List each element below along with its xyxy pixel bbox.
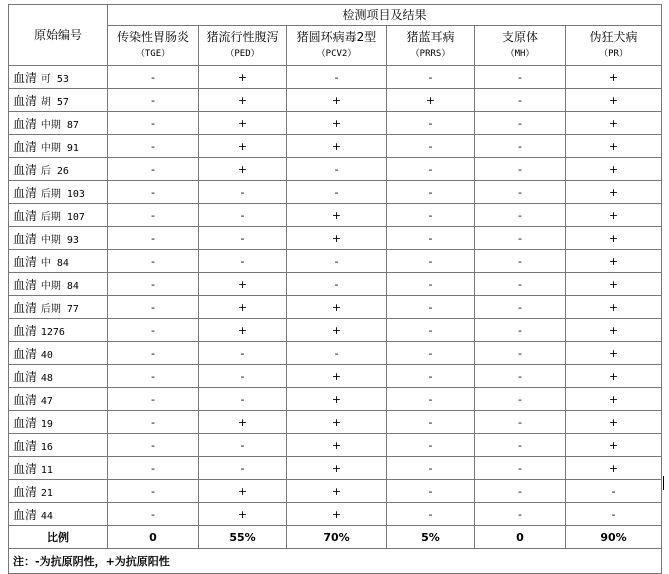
result-cell: + bbox=[287, 503, 387, 526]
detection-results-table bbox=[8, 4, 662, 574]
table-row bbox=[9, 388, 662, 411]
result-cell: + bbox=[566, 158, 662, 181]
result-cell: - bbox=[387, 365, 475, 388]
header-test-abbr: （PED） bbox=[225, 48, 260, 59]
sample-prefix: 血清 bbox=[13, 93, 38, 108]
result-cell: + bbox=[287, 227, 387, 250]
result-cell: - bbox=[199, 204, 287, 227]
result-cell: + bbox=[287, 457, 387, 480]
table-row bbox=[9, 227, 662, 250]
note-row bbox=[9, 549, 662, 574]
header-test-name: 猪蓝耳病 bbox=[406, 29, 455, 44]
result-cell: - bbox=[387, 480, 475, 503]
sample-id: 21 bbox=[40, 487, 53, 499]
result-cell: - bbox=[287, 250, 387, 273]
result-cell: - bbox=[287, 273, 387, 296]
sample-prefix: 血清 bbox=[13, 507, 38, 522]
header-test-name: 传染性胃肠炎 bbox=[116, 29, 189, 44]
table-row bbox=[9, 89, 662, 112]
result-cell: - bbox=[387, 250, 475, 273]
result-cell: - bbox=[199, 227, 287, 250]
header-test-name: 支原体 bbox=[501, 29, 538, 44]
result-cell: - bbox=[108, 227, 199, 250]
sample-id-cell bbox=[9, 503, 108, 526]
table-row bbox=[9, 66, 662, 89]
result-cell: + bbox=[287, 204, 387, 227]
result-cell: + bbox=[199, 319, 287, 342]
result-cell: + bbox=[287, 296, 387, 319]
header-test-3 bbox=[387, 26, 475, 66]
table-row bbox=[9, 158, 662, 181]
result-cell: - bbox=[475, 227, 566, 250]
result-cell: - bbox=[387, 227, 475, 250]
sample-id-cell bbox=[9, 181, 108, 204]
result-cell: - bbox=[475, 388, 566, 411]
result-cell: - bbox=[199, 434, 287, 457]
detection-results-document bbox=[8, 4, 661, 574]
result-cell: - bbox=[199, 250, 287, 273]
sample-id: 40 bbox=[40, 349, 53, 361]
sample-id-cell bbox=[9, 204, 108, 227]
result-cell: - bbox=[387, 503, 475, 526]
result-cell: + bbox=[199, 273, 287, 296]
sample-id-cell bbox=[9, 480, 108, 503]
result-cell: - bbox=[108, 388, 199, 411]
result-cell: - bbox=[108, 365, 199, 388]
result-cell: + bbox=[566, 112, 662, 135]
sample-prefix: 血清 bbox=[13, 70, 38, 85]
result-cell: + bbox=[287, 434, 387, 457]
result-cell: + bbox=[199, 112, 287, 135]
sample-id: 中 84 bbox=[40, 257, 69, 269]
sample-id: 1276 bbox=[40, 326, 65, 338]
result-cell: - bbox=[475, 273, 566, 296]
sample-id: 47 bbox=[40, 395, 53, 407]
header-test-abbr: （MH） bbox=[505, 48, 535, 59]
result-cell: - bbox=[475, 158, 566, 181]
sample-prefix: 血清 bbox=[13, 415, 38, 430]
result-cell: + bbox=[387, 89, 475, 112]
result-cell: - bbox=[287, 158, 387, 181]
sample-prefix: 血清 bbox=[13, 461, 38, 476]
header-test-abbr: （PR） bbox=[599, 48, 628, 59]
sample-prefix: 血清 bbox=[13, 300, 38, 315]
result-cell: + bbox=[566, 66, 662, 89]
result-cell: + bbox=[566, 135, 662, 158]
sample-id: 后期 107 bbox=[40, 211, 85, 223]
result-cell: - bbox=[199, 365, 287, 388]
sample-id: 胡 57 bbox=[40, 96, 69, 108]
header-test-name: 猪圆环病毒2型 bbox=[296, 29, 377, 44]
sample-id-cell bbox=[9, 135, 108, 158]
table-row bbox=[9, 319, 662, 342]
sample-id-cell bbox=[9, 158, 108, 181]
header-test-0 bbox=[108, 26, 199, 66]
result-cell: + bbox=[199, 503, 287, 526]
sample-prefix: 血清 bbox=[13, 392, 38, 407]
result-cell: - bbox=[108, 503, 199, 526]
table-row bbox=[9, 273, 662, 296]
result-cell: + bbox=[199, 411, 287, 434]
sample-prefix: 血清 bbox=[13, 185, 38, 200]
ratio-value: 0 bbox=[475, 526, 566, 549]
ratio-label: 比例 bbox=[9, 526, 108, 549]
result-cell: + bbox=[566, 411, 662, 434]
table-row bbox=[9, 296, 662, 319]
result-cell: - bbox=[475, 411, 566, 434]
result-cell: - bbox=[287, 342, 387, 365]
result-cell: - bbox=[475, 112, 566, 135]
table-row bbox=[9, 503, 662, 526]
sample-id-cell bbox=[9, 434, 108, 457]
result-cell: - bbox=[108, 319, 199, 342]
header-test-1 bbox=[199, 26, 287, 66]
result-cell: - bbox=[108, 411, 199, 434]
result-cell: + bbox=[287, 89, 387, 112]
result-cell: + bbox=[287, 480, 387, 503]
result-cell: + bbox=[566, 296, 662, 319]
result-cell: - bbox=[387, 181, 475, 204]
sample-prefix: 血清 bbox=[13, 323, 38, 338]
ratio-value: 5% bbox=[387, 526, 475, 549]
header-test-abbr: （TGE） bbox=[135, 48, 171, 59]
result-cell: + bbox=[199, 296, 287, 319]
result-cell: + bbox=[566, 204, 662, 227]
table-row bbox=[9, 135, 662, 158]
result-cell: - bbox=[199, 457, 287, 480]
sample-prefix: 血清 bbox=[13, 162, 38, 177]
header-test-2 bbox=[287, 26, 387, 66]
sample-id-cell bbox=[9, 411, 108, 434]
result-cell: - bbox=[108, 480, 199, 503]
result-cell: - bbox=[387, 296, 475, 319]
result-cell: - bbox=[475, 66, 566, 89]
sample-prefix: 血清 bbox=[13, 254, 38, 269]
sample-prefix: 血清 bbox=[13, 139, 38, 154]
sample-id: 后期 77 bbox=[40, 303, 79, 315]
sample-id: 中期 91 bbox=[40, 142, 79, 154]
result-cell: - bbox=[387, 319, 475, 342]
result-cell: - bbox=[108, 66, 199, 89]
result-cell: - bbox=[475, 503, 566, 526]
result-cell: - bbox=[387, 457, 475, 480]
sample-id: 44 bbox=[40, 510, 53, 522]
text-cursor bbox=[663, 476, 664, 490]
result-cell: - bbox=[387, 342, 475, 365]
result-cell: - bbox=[475, 250, 566, 273]
table-row bbox=[9, 457, 662, 480]
sample-id: 19 bbox=[40, 418, 53, 430]
result-cell: - bbox=[108, 181, 199, 204]
result-cell: + bbox=[199, 158, 287, 181]
result-cell: - bbox=[387, 66, 475, 89]
result-cell: + bbox=[566, 227, 662, 250]
sample-id-cell bbox=[9, 365, 108, 388]
sample-id-cell bbox=[9, 342, 108, 365]
header-test-name: 伪狂犬病 bbox=[589, 29, 638, 44]
ratio-value: 55% bbox=[199, 526, 287, 549]
result-cell: + bbox=[287, 411, 387, 434]
result-cell: - bbox=[108, 434, 199, 457]
result-cell: - bbox=[387, 158, 475, 181]
result-cell: + bbox=[199, 480, 287, 503]
result-cell: - bbox=[199, 342, 287, 365]
header-test-abbr: （PRRS） bbox=[410, 48, 451, 59]
result-cell: - bbox=[108, 273, 199, 296]
header-sample-id: 原始编号 bbox=[9, 5, 108, 66]
ratio-value: 0 bbox=[108, 526, 199, 549]
result-cell: - bbox=[475, 342, 566, 365]
result-cell: - bbox=[475, 457, 566, 480]
ratio-value: 90% bbox=[566, 526, 662, 549]
result-cell: - bbox=[387, 388, 475, 411]
result-cell: + bbox=[287, 135, 387, 158]
result-cell: - bbox=[475, 204, 566, 227]
table-row bbox=[9, 112, 662, 135]
sample-id-cell bbox=[9, 457, 108, 480]
result-cell: + bbox=[199, 135, 287, 158]
result-cell: - bbox=[287, 181, 387, 204]
sample-id-cell bbox=[9, 273, 108, 296]
sample-id-cell bbox=[9, 319, 108, 342]
sample-prefix: 血清 bbox=[13, 277, 38, 292]
sample-prefix: 血清 bbox=[13, 369, 38, 384]
result-cell: - bbox=[108, 250, 199, 273]
result-cell: + bbox=[566, 89, 662, 112]
header-test-abbr: （PCV2） bbox=[316, 48, 357, 59]
table-row bbox=[9, 365, 662, 388]
sample-id: 48 bbox=[40, 372, 53, 384]
sample-id-cell bbox=[9, 112, 108, 135]
result-cell: - bbox=[108, 89, 199, 112]
header-test-5 bbox=[566, 26, 662, 66]
sample-id-cell bbox=[9, 388, 108, 411]
result-cell: + bbox=[566, 434, 662, 457]
sample-id: 后期 103 bbox=[40, 188, 85, 200]
result-cell: - bbox=[387, 434, 475, 457]
sample-id-cell bbox=[9, 66, 108, 89]
legend-note: 注：-为抗原阴性，+为抗原阳性 bbox=[9, 549, 662, 574]
ratio-value: 70% bbox=[287, 526, 387, 549]
result-cell: - bbox=[475, 480, 566, 503]
result-cell: - bbox=[387, 135, 475, 158]
result-cell: - bbox=[475, 319, 566, 342]
result-cell: - bbox=[108, 204, 199, 227]
result-cell: + bbox=[566, 457, 662, 480]
result-cell: - bbox=[287, 66, 387, 89]
table-row bbox=[9, 411, 662, 434]
sample-prefix: 血清 bbox=[13, 346, 38, 361]
result-cell: - bbox=[475, 181, 566, 204]
sample-prefix: 血清 bbox=[13, 116, 38, 131]
result-cell: + bbox=[566, 365, 662, 388]
result-cell: + bbox=[199, 66, 287, 89]
sample-id: 可 53 bbox=[40, 73, 69, 85]
header-test-4 bbox=[475, 26, 566, 66]
result-cell: - bbox=[566, 480, 662, 503]
table-row bbox=[9, 181, 662, 204]
result-cell: + bbox=[287, 388, 387, 411]
result-cell: + bbox=[199, 89, 287, 112]
result-cell: - bbox=[387, 204, 475, 227]
header-test-group: 检测项目及结果 bbox=[108, 5, 662, 26]
sample-prefix: 血清 bbox=[13, 484, 38, 499]
sample-id-cell bbox=[9, 227, 108, 250]
result-cell: - bbox=[475, 89, 566, 112]
result-cell: + bbox=[287, 365, 387, 388]
result-cell: - bbox=[108, 112, 199, 135]
result-cell: + bbox=[287, 319, 387, 342]
sample-prefix: 血清 bbox=[13, 438, 38, 453]
result-cell: + bbox=[566, 181, 662, 204]
sample-id: 中期 93 bbox=[40, 234, 79, 246]
sample-id: 11 bbox=[40, 464, 53, 476]
result-cell: + bbox=[566, 342, 662, 365]
sample-id: 中期 84 bbox=[40, 280, 79, 292]
sample-id-cell bbox=[9, 89, 108, 112]
header-test-name: 猪流行性腹泻 bbox=[206, 29, 279, 44]
sample-id: 后 26 bbox=[40, 165, 69, 177]
result-cell: - bbox=[475, 434, 566, 457]
result-cell: - bbox=[475, 135, 566, 158]
table-row bbox=[9, 480, 662, 503]
result-cell: + bbox=[566, 319, 662, 342]
table-row bbox=[9, 342, 662, 365]
sample-id: 中期 87 bbox=[40, 119, 79, 131]
table-row bbox=[9, 434, 662, 457]
result-cell: - bbox=[108, 135, 199, 158]
sample-prefix: 血清 bbox=[13, 231, 38, 246]
table-row bbox=[9, 204, 662, 227]
result-cell: - bbox=[108, 342, 199, 365]
sample-id-cell bbox=[9, 296, 108, 319]
result-cell: - bbox=[108, 158, 199, 181]
result-cell: + bbox=[566, 273, 662, 296]
ratio-row bbox=[9, 526, 662, 549]
sample-id-cell bbox=[9, 250, 108, 273]
result-cell: - bbox=[199, 388, 287, 411]
result-cell: - bbox=[199, 181, 287, 204]
result-cell: + bbox=[566, 388, 662, 411]
result-cell: - bbox=[108, 296, 199, 319]
result-cell: - bbox=[387, 411, 475, 434]
result-cell: + bbox=[566, 250, 662, 273]
result-cell: - bbox=[387, 273, 475, 296]
result-cell: - bbox=[387, 112, 475, 135]
sample-prefix: 血清 bbox=[13, 208, 38, 223]
result-cell: - bbox=[566, 503, 662, 526]
result-cell: + bbox=[287, 112, 387, 135]
result-cell: - bbox=[108, 457, 199, 480]
result-cell: - bbox=[475, 365, 566, 388]
table-row bbox=[9, 250, 662, 273]
result-cell: - bbox=[475, 296, 566, 319]
sample-id: 16 bbox=[40, 441, 53, 453]
